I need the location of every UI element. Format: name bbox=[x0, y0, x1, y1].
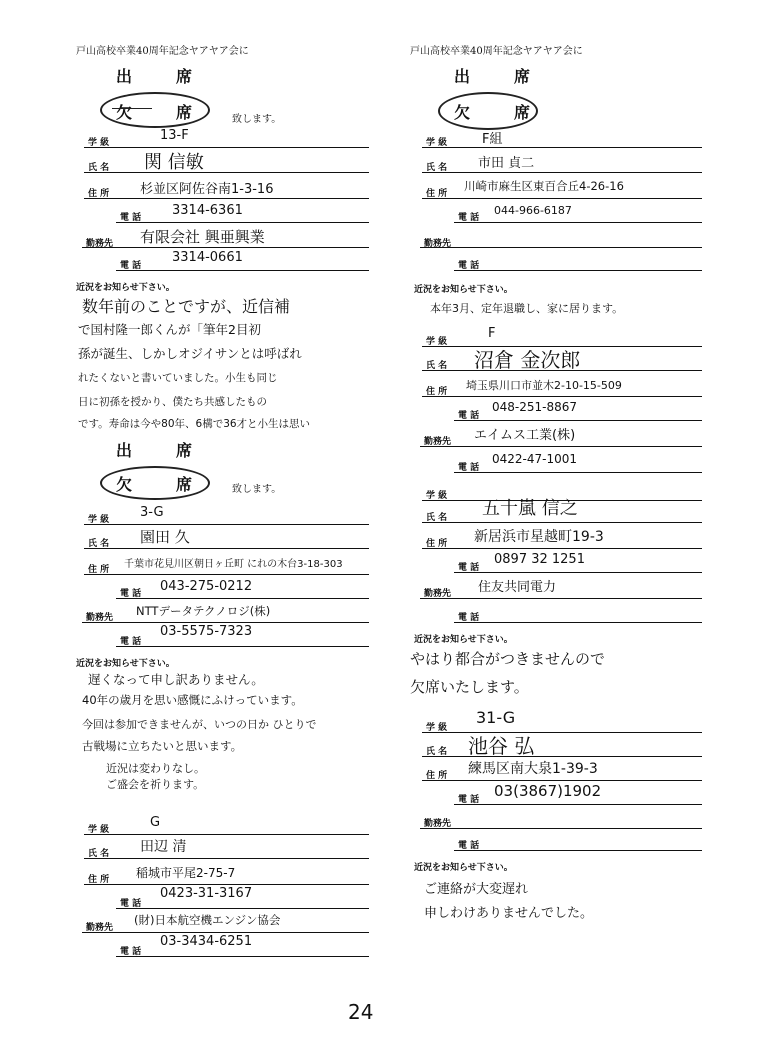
news-line: 数年前のことですが、近信補 bbox=[82, 297, 291, 316]
tel-value: 043-275-0212 bbox=[160, 579, 253, 594]
tel-label: 電 話 bbox=[458, 411, 480, 421]
news-line: やはり都合がつきませんので bbox=[410, 650, 606, 668]
address-value: 練馬区南大泉1-39-3 bbox=[468, 761, 598, 777]
work-value: 住友共同電力 bbox=[478, 580, 557, 595]
rule bbox=[116, 598, 369, 599]
class-value: 3-G bbox=[140, 505, 164, 520]
address-value: 杉並区阿佐谷南1-3-16 bbox=[140, 182, 274, 197]
news-line: れたくないと書いていました。小生も同じ bbox=[78, 372, 278, 384]
news-line: です。寿命は今や80年、6構で36才と小生は思い bbox=[78, 418, 311, 430]
rule bbox=[84, 834, 369, 835]
address-label: 住 所 bbox=[88, 565, 110, 575]
class-value: F組 bbox=[482, 132, 503, 147]
news-line: 40年の歳月を思い感慨にふけっています。 bbox=[82, 693, 303, 707]
rule bbox=[422, 522, 702, 523]
name-label: 氏 名 bbox=[88, 539, 110, 549]
strike-mark bbox=[112, 108, 152, 109]
address-label: 住 所 bbox=[88, 875, 110, 885]
tel-label: 電 話 bbox=[458, 795, 480, 805]
absent-circle bbox=[100, 466, 210, 500]
tel-label: 電 話 bbox=[458, 463, 480, 473]
rule bbox=[116, 222, 369, 223]
attend-label: 出 席 bbox=[454, 67, 545, 86]
rule bbox=[454, 572, 702, 573]
news-line: 本年3月、定年退職し、家に居ります。 bbox=[430, 302, 624, 315]
tel-label: 電 話 bbox=[120, 213, 142, 223]
tel-label: 電 話 bbox=[120, 899, 142, 909]
rule bbox=[84, 524, 369, 525]
name-value: 田辺 清 bbox=[140, 839, 187, 855]
name-value: 池谷 弘 bbox=[468, 734, 535, 758]
rule bbox=[420, 446, 702, 447]
absent-label: 欠 席 bbox=[116, 103, 207, 122]
rule bbox=[454, 804, 702, 805]
class-value: 31-G bbox=[476, 708, 516, 727]
suffix-text: 致します。 bbox=[232, 114, 282, 125]
work-label: 勤務先 bbox=[86, 613, 114, 623]
name-value: 沼倉 金次郎 bbox=[474, 348, 581, 372]
class-label: 学 級 bbox=[88, 138, 110, 148]
rule bbox=[422, 756, 702, 757]
address-label: 住 所 bbox=[88, 189, 110, 199]
rule bbox=[82, 622, 369, 623]
work-tel-value: 03-3434-6251 bbox=[160, 934, 253, 949]
class-label: 学 級 bbox=[426, 491, 448, 501]
absent-circle bbox=[438, 92, 538, 130]
absent-label: 欠 席 bbox=[454, 103, 545, 122]
tel-value: 048-251-8867 bbox=[492, 400, 578, 414]
work-value: エイムス工業(株) bbox=[474, 428, 576, 443]
rule bbox=[84, 172, 369, 173]
news-label: 近況をお知らせ下さい。 bbox=[414, 635, 513, 645]
work-label: 勤務先 bbox=[86, 239, 114, 249]
tel-label: 電 話 bbox=[458, 563, 480, 573]
class-label: 学 級 bbox=[88, 825, 110, 835]
address-value: 稲城市平尾2-75-7 bbox=[136, 866, 236, 880]
rule bbox=[84, 147, 369, 148]
news-line: で国村隆一郎くんが「筆年2目初 bbox=[78, 322, 261, 337]
tel-label: 電 話 bbox=[458, 213, 480, 223]
rule bbox=[84, 574, 369, 575]
rule bbox=[454, 622, 702, 623]
tel-value: 044-966-6187 bbox=[494, 204, 572, 217]
news-line: 近況は変わりなし。 bbox=[106, 762, 205, 775]
absent-circle bbox=[100, 92, 210, 128]
work-value: (財)日本航空機エンジン協会 bbox=[134, 913, 281, 927]
news-line: ご盛会を祈ります。 bbox=[106, 778, 205, 791]
name-value: 五十嵐 信之 bbox=[482, 498, 578, 519]
news-line: 申しわけありませんでした。 bbox=[424, 906, 594, 921]
rule bbox=[454, 420, 702, 421]
rule bbox=[84, 884, 369, 885]
tel-label: 電 話 bbox=[120, 947, 142, 957]
rule bbox=[84, 548, 369, 549]
rule bbox=[422, 780, 702, 781]
name-value: 市田 貞二 bbox=[478, 156, 535, 171]
header-title: 戸山高校卒業40周年記念ヤアヤア会に bbox=[76, 46, 249, 57]
name-value: 関 信敏 bbox=[144, 152, 204, 173]
attend-label: 出 席 bbox=[116, 67, 207, 86]
rule bbox=[82, 247, 369, 248]
tel-value: 0423-31-3167 bbox=[160, 886, 253, 901]
name-label: 氏 名 bbox=[426, 361, 448, 371]
name-value: 園田 久 bbox=[140, 528, 190, 546]
rule bbox=[422, 548, 702, 549]
tel-label: 電 話 bbox=[120, 589, 142, 599]
news-line: 遅くなって申し訳ありません。 bbox=[88, 672, 264, 687]
rule bbox=[454, 270, 702, 271]
work-label: 勤務先 bbox=[424, 589, 452, 599]
work-label: 勤務先 bbox=[424, 239, 452, 249]
news-line: 孫が誕生、しかしオジイサンとは呼ばれ bbox=[78, 346, 302, 361]
rule bbox=[422, 147, 702, 148]
rule bbox=[420, 598, 702, 599]
work-tel-value: 0422-47-1001 bbox=[492, 452, 578, 466]
tel-value: 0897 32 1251 bbox=[494, 552, 585, 567]
rule bbox=[422, 370, 702, 371]
address-label: 住 所 bbox=[426, 539, 448, 549]
work-tel-value: 3314-0661 bbox=[172, 250, 243, 265]
tel-label: 電 話 bbox=[458, 261, 480, 271]
address-label: 住 所 bbox=[426, 189, 448, 199]
rule bbox=[422, 732, 702, 733]
rule bbox=[84, 198, 369, 199]
name-label: 氏 名 bbox=[426, 747, 448, 757]
rule bbox=[116, 646, 369, 647]
news-line: 日に初孫を授かり、僕たち共感したもの bbox=[78, 396, 267, 408]
tel-label: 電 話 bbox=[458, 841, 480, 851]
name-label: 氏 名 bbox=[88, 163, 110, 173]
rule bbox=[454, 472, 702, 473]
rule bbox=[422, 396, 702, 397]
header-title: 戸山高校卒業40周年記念ヤアヤア会に bbox=[410, 46, 583, 57]
work-label: 勤務先 bbox=[424, 819, 452, 829]
tel-label: 電 話 bbox=[120, 637, 142, 647]
address-label: 住 所 bbox=[426, 771, 448, 781]
rule bbox=[454, 850, 702, 851]
work-label: 勤務先 bbox=[424, 437, 452, 447]
absent-label: 欠 席 bbox=[116, 475, 207, 494]
address-value: 新居浜市星越町19-3 bbox=[474, 529, 604, 545]
news-line: 古戦場に立ちたいと思います。 bbox=[82, 739, 243, 753]
news-label: 近況をお知らせ下さい。 bbox=[76, 283, 175, 293]
rule bbox=[422, 198, 702, 199]
rule bbox=[82, 932, 369, 933]
suffix-text: 致します。 bbox=[232, 484, 282, 495]
news-line: 今回は参加できませんが、いつの日か ひとりで bbox=[82, 718, 317, 731]
news-label: 近況をお知らせ下さい。 bbox=[76, 659, 175, 669]
news-label: 近況をお知らせ下さい。 bbox=[414, 863, 513, 873]
tel-label: 電 話 bbox=[120, 261, 142, 271]
left-column bbox=[60, 0, 400, 1052]
work-value: NTTデータテクノロジ(株) bbox=[136, 604, 271, 618]
rule bbox=[116, 270, 369, 271]
address-value: 埼玉県川口市並木2-10-15-509 bbox=[466, 379, 622, 392]
attend-label: 出 席 bbox=[116, 441, 207, 460]
class-value: 13-F bbox=[160, 128, 189, 143]
rule bbox=[420, 247, 702, 248]
name-label: 氏 名 bbox=[88, 849, 110, 859]
tel-value: 3314-6361 bbox=[172, 203, 243, 218]
rule bbox=[454, 222, 702, 223]
class-label: 学 級 bbox=[426, 723, 448, 733]
class-value: F bbox=[488, 326, 496, 341]
tel-label: 電 話 bbox=[458, 613, 480, 623]
name-label: 氏 名 bbox=[426, 513, 448, 523]
right-column bbox=[398, 0, 738, 1052]
news-label: 近況をお知らせ下さい。 bbox=[414, 285, 513, 295]
name-label: 氏 名 bbox=[426, 163, 448, 173]
news-line: 欠席いたします。 bbox=[410, 678, 529, 696]
class-value: G bbox=[150, 815, 161, 830]
class-label: 学 級 bbox=[426, 337, 448, 347]
rule bbox=[84, 858, 369, 859]
rule bbox=[420, 828, 702, 829]
address-label: 住 所 bbox=[426, 387, 448, 397]
rule bbox=[422, 172, 702, 173]
class-label: 学 級 bbox=[88, 515, 110, 525]
news-line: ご連絡が大変遅れ bbox=[424, 882, 529, 897]
work-value: 有限会社 興亜興業 bbox=[140, 228, 265, 246]
rule bbox=[116, 908, 369, 909]
rule bbox=[116, 956, 369, 957]
tel-value: 03(3867)1902 bbox=[494, 782, 602, 800]
work-tel-value: 03-5575-7323 bbox=[160, 624, 253, 639]
page-number: 24 bbox=[348, 1000, 374, 1024]
address-value: 千葉市花見川区朝日ヶ丘町 にれの木台3-18-303 bbox=[124, 559, 343, 570]
class-label: 学 級 bbox=[426, 138, 448, 148]
address-value: 川崎市麻生区東百合丘4-26-16 bbox=[464, 179, 624, 193]
work-label: 勤務先 bbox=[86, 923, 114, 933]
